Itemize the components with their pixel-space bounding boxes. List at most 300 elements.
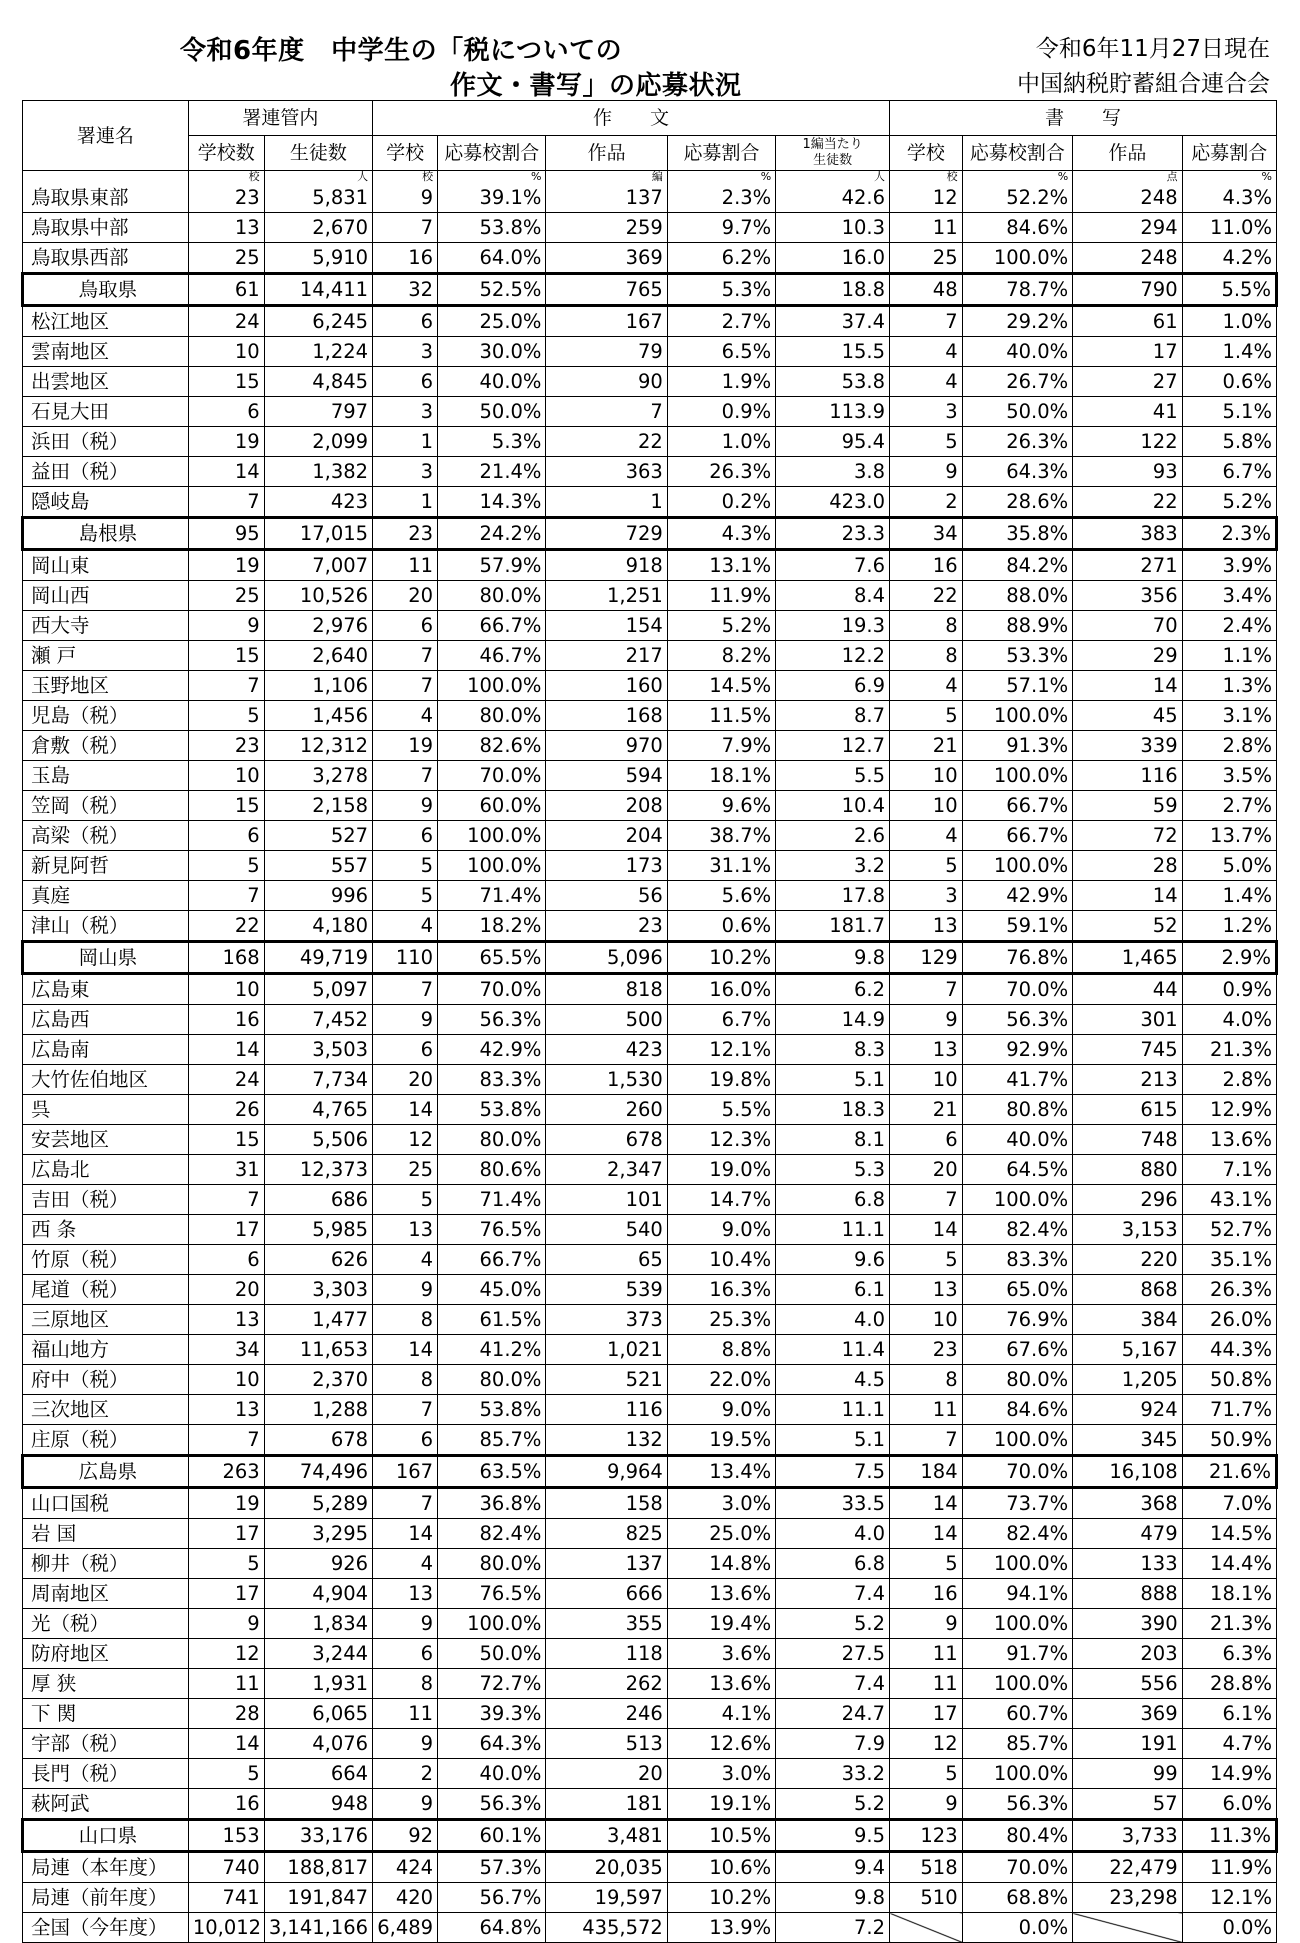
cal-schools-cell: 5 [890, 851, 963, 881]
students-cell: 49,719 [264, 942, 372, 974]
cal-school-rate-cell: 42.9% [962, 881, 1073, 911]
essay-works-cell: 970 [546, 731, 667, 761]
essay-works-cell: 154 [546, 611, 667, 641]
cal-school-rate-cell: 100.0% [962, 701, 1073, 731]
essay-entry-rate-cell: 0.6% [667, 911, 775, 942]
office-name-cell: 岡山県 [23, 942, 189, 974]
essay-entry-rate-cell: 13.6% [667, 1669, 775, 1699]
essay-schools-cell: 1 [373, 487, 438, 518]
office-name-cell: 児島（税） [23, 701, 189, 731]
cal-works-cell: 52 [1073, 911, 1182, 942]
schools-cell: 9 [188, 611, 264, 641]
cal-schools-cell: 14 [890, 1488, 963, 1519]
essay-entry-rate-cell: 38.7% [667, 821, 775, 851]
cal-entry-rate-cell: 18.1% [1182, 1579, 1276, 1609]
students-per-work-cell: 8.4 [776, 581, 890, 611]
schools-cell: 31 [188, 1155, 264, 1185]
cal-entry-rate-cell: 1.4% [1182, 881, 1276, 911]
essay-entry-rate-cell: 2.7% [667, 306, 775, 337]
essay-entry-rate-cell: 19.5% [667, 1425, 775, 1456]
essay-schools-cell: 9 [373, 183, 438, 213]
cal-works-cell: 27 [1073, 367, 1182, 397]
cal-works-cell: 790 [1073, 274, 1182, 306]
cal-school-rate-cell: 65.0% [962, 1275, 1073, 1305]
essay-schools-cell: 6 [373, 611, 438, 641]
cal-entry-rate-cell: 6.0% [1182, 1789, 1276, 1820]
students-cell: 1,834 [264, 1609, 372, 1639]
students-cell: 4,904 [264, 1579, 372, 1609]
essay-works-cell: 9,964 [546, 1456, 667, 1488]
cal-entry-rate-cell: 26.0% [1182, 1305, 1276, 1335]
office-name-cell: 隠岐島 [23, 487, 189, 518]
students-cell: 926 [264, 1549, 372, 1579]
cal-school-rate-cell: 35.8% [962, 518, 1073, 550]
essay-school-rate-cell: 70.0% [438, 974, 546, 1005]
table-row [23, 1035, 1277, 1065]
essay-school-rate-cell: 40.0% [438, 367, 546, 397]
cal-works-cell: 301 [1073, 1005, 1182, 1035]
essay-schools-cell: 11 [373, 1699, 438, 1729]
cal-entry-rate-cell: 5.2% [1182, 487, 1276, 518]
essay-works-cell: 56 [546, 881, 667, 911]
cal-entry-rate-cell: 1.1% [1182, 641, 1276, 671]
students-cell: 6,245 [264, 306, 372, 337]
students-cell: 1,456 [264, 701, 372, 731]
cal-entry-rate-cell: 6.7% [1182, 457, 1276, 487]
cal-school-rate-cell: 66.7% [962, 821, 1073, 851]
cal-entry-rate-cell: 11.0% [1182, 213, 1276, 243]
table-row [23, 641, 1277, 671]
essay-entry-rate-cell: 8.8% [667, 1335, 775, 1365]
essay-school-rate-cell: 56.7% [438, 1883, 546, 1913]
cal-school-rate-cell: 88.9% [962, 611, 1073, 641]
essay-school-rate-cell: 63.5% [438, 1456, 546, 1488]
cal-works-cell: 1,205 [1073, 1365, 1182, 1395]
cal-school-rate-cell: 76.9% [962, 1305, 1073, 1335]
table-row [23, 1639, 1277, 1669]
cal-works-cell: 384 [1073, 1305, 1182, 1335]
schools-cell: 10 [188, 761, 264, 791]
essay-schools-cell: 7 [373, 761, 438, 791]
essay-schools-cell: 1 [373, 427, 438, 457]
schools-cell: 6 [188, 397, 264, 427]
essay-works-cell: 208 [546, 791, 667, 821]
table-row [23, 911, 1277, 942]
schools-cell: 25 [188, 581, 264, 611]
essay-works-cell: 160 [546, 671, 667, 701]
students-per-work-cell: 7.5 [776, 1456, 890, 1488]
cal-works-cell: 888 [1073, 1579, 1182, 1609]
cal-school-rate-cell: 94.1% [962, 1579, 1073, 1609]
essay-school-rate-cell: 41.2% [438, 1335, 546, 1365]
office-name-cell: 鳥取県中部 [23, 213, 189, 243]
essay-school-rate-cell: 53.8% [438, 1095, 546, 1125]
cal-works-cell [1073, 1913, 1182, 1943]
cal-school-rate-cell: 80.4% [962, 1820, 1073, 1852]
table-row [23, 550, 1277, 581]
essay-schools-cell: 6 [373, 1035, 438, 1065]
as-of-date: 令和6年11月27日現在 [1035, 36, 1270, 62]
students-cell: 1,931 [264, 1669, 372, 1699]
table-row [23, 1759, 1277, 1789]
cal-schools-cell: 2 [890, 487, 963, 518]
students-per-work-cell: 2.6 [776, 821, 890, 851]
essay-school-rate-cell: 80.6% [438, 1155, 546, 1185]
cal-works-cell: 345 [1073, 1425, 1182, 1456]
table-row [23, 1789, 1277, 1820]
cal-schools-cell: 14 [890, 1215, 963, 1245]
essay-school-rate-cell: 60.1% [438, 1820, 546, 1852]
students-cell: 664 [264, 1759, 372, 1789]
cal-schools-cell: 12 [890, 1729, 963, 1759]
cal-school-rate-cell: 84.2% [962, 550, 1073, 581]
cal-works-cell: 45 [1073, 701, 1182, 731]
cal-schools-cell: 34 [890, 518, 963, 550]
essay-works-cell: 7 [546, 397, 667, 427]
cal-schools-cell: 14 [890, 1519, 963, 1549]
essay-works-cell: 540 [546, 1215, 667, 1245]
essay-entry-rate-cell: 3.0% [667, 1759, 775, 1789]
cal-works-cell: 14 [1073, 881, 1182, 911]
office-name-cell: 吉田（税） [23, 1185, 189, 1215]
cal-schools-cell: 5 [890, 1245, 963, 1275]
students-per-work-cell: 8.7 [776, 701, 890, 731]
cal-schools-cell [890, 1913, 963, 1943]
essay-works-cell: 825 [546, 1519, 667, 1549]
cal-works-cell: 615 [1073, 1095, 1182, 1125]
cal-school-rate-cell: 78.7% [962, 274, 1073, 306]
office-name-cell: 広島南 [23, 1035, 189, 1065]
cal-works-cell: 22 [1073, 487, 1182, 518]
essay-entry-rate-cell: 14.8% [667, 1549, 775, 1579]
schools-cell: 6 [188, 821, 264, 851]
students-per-work-cell: 11.1 [776, 1395, 890, 1425]
table-row [23, 1579, 1277, 1609]
table-row [23, 761, 1277, 791]
cal-works-cell: 122 [1073, 427, 1182, 457]
essay-entry-rate-cell: 7.9% [667, 731, 775, 761]
essay-entry-rate-cell: 10.2% [667, 942, 775, 974]
cal-school-rate-cell: 56.3% [962, 1789, 1073, 1820]
schools-cell: 7 [188, 1425, 264, 1456]
table-row [23, 731, 1277, 761]
schools-cell: 168 [188, 942, 264, 974]
office-name-cell: 全国（今年度） [23, 1913, 189, 1943]
essay-entry-rate-cell: 5.6% [667, 881, 775, 911]
cal-entry-rate-cell: 5.5% [1182, 274, 1276, 306]
essay-works-cell: 65 [546, 1245, 667, 1275]
table-row [23, 701, 1277, 731]
table-row [23, 183, 1277, 213]
cal-works-cell: 41 [1073, 397, 1182, 427]
office-name-cell: 広島北 [23, 1155, 189, 1185]
students-per-work-cell: 5.1 [776, 1065, 890, 1095]
essay-schools-cell: 4 [373, 911, 438, 942]
cal-schools-cell: 10 [890, 791, 963, 821]
essay-schools-cell: 32 [373, 274, 438, 306]
schools-cell: 34 [188, 1335, 264, 1365]
cal-entry-rate-cell: 2.3% [1182, 518, 1276, 550]
cal-schools-cell: 9 [890, 1005, 963, 1035]
table-row [23, 851, 1277, 881]
students-per-work-cell: 7.6 [776, 550, 890, 581]
students-per-work-cell: 6.8 [776, 1185, 890, 1215]
essay-schools-cell: 12 [373, 1125, 438, 1155]
essay-works-cell: 539 [546, 1275, 667, 1305]
students-per-work-cell: 11.4 [776, 1335, 890, 1365]
cal-entry-rate-cell: 28.8% [1182, 1669, 1276, 1699]
essay-works-cell: 132 [546, 1425, 667, 1456]
cal-entry-rate-cell: 12.9% [1182, 1095, 1276, 1125]
essay-school-rate-cell: 71.4% [438, 881, 546, 911]
essay-schools-cell: 5 [373, 851, 438, 881]
essay-schools-cell: 3 [373, 397, 438, 427]
essay-works-cell: 137 [546, 183, 667, 213]
table-row [23, 367, 1277, 397]
students-per-work-cell: 3.8 [776, 457, 890, 487]
students-cell: 17,015 [264, 518, 372, 550]
essay-entry-rate-cell: 6.5% [667, 337, 775, 367]
schools-cell: 12 [188, 1639, 264, 1669]
cal-schools-cell: 22 [890, 581, 963, 611]
essay-works-cell: 79 [546, 337, 667, 367]
unit-cell: % [438, 171, 546, 184]
cal-school-rate-cell: 88.0% [962, 581, 1073, 611]
table-row [23, 1729, 1277, 1759]
cal-schools-cell: 13 [890, 1035, 963, 1065]
cal-school-rate-cell: 91.3% [962, 731, 1073, 761]
students-per-work-cell: 9.6 [776, 1245, 890, 1275]
cal-school-rate-cell: 83.3% [962, 1245, 1073, 1275]
cal-school-rate-cell: 68.8% [962, 1883, 1073, 1913]
schools-cell: 5 [188, 1549, 264, 1579]
table-row [23, 1005, 1277, 1035]
students-cell: 1,288 [264, 1395, 372, 1425]
schools-cell: 13 [188, 213, 264, 243]
office-name-cell: 府中（税） [23, 1365, 189, 1395]
essay-school-rate-cell: 56.3% [438, 1789, 546, 1820]
students-per-work-cell: 9.5 [776, 1820, 890, 1852]
students-per-work-cell: 19.3 [776, 611, 890, 641]
table-row [23, 671, 1277, 701]
header-students-per-work [776, 136, 890, 171]
essay-school-rate-cell: 100.0% [438, 821, 546, 851]
cal-schools-cell: 13 [890, 911, 963, 942]
cal-schools-cell: 48 [890, 274, 963, 306]
essay-works-cell: 369 [546, 243, 667, 274]
students-cell: 2,158 [264, 791, 372, 821]
essay-entry-rate-cell: 1.0% [667, 427, 775, 457]
cal-entry-rate-cell: 26.3% [1182, 1275, 1276, 1305]
essay-school-rate-cell: 39.1% [438, 183, 546, 213]
cal-entry-rate-cell: 0.9% [1182, 974, 1276, 1005]
cal-school-rate-cell: 60.7% [962, 1699, 1073, 1729]
essay-works-cell: 513 [546, 1729, 667, 1759]
essay-school-rate-cell: 66.7% [438, 611, 546, 641]
students-per-work-cell: 18.3 [776, 1095, 890, 1125]
essay-entry-rate-cell: 22.0% [667, 1365, 775, 1395]
cal-school-rate-cell: 52.2% [962, 183, 1073, 213]
essay-schools-cell: 25 [373, 1155, 438, 1185]
schools-cell: 23 [188, 183, 264, 213]
cal-entry-rate-cell: 6.1% [1182, 1699, 1276, 1729]
table-row [23, 213, 1277, 243]
essay-schools-cell: 9 [373, 1789, 438, 1820]
header-per-work-line2: 生徒数 [813, 153, 853, 168]
essay-works-cell: 423 [546, 1035, 667, 1065]
cal-entry-rate-cell: 2.8% [1182, 731, 1276, 761]
essay-works-cell: 818 [546, 974, 667, 1005]
students-per-work-cell: 15.5 [776, 337, 890, 367]
table-row [23, 581, 1277, 611]
cal-schools-cell: 9 [890, 1789, 963, 1820]
essay-entry-rate-cell: 10.5% [667, 1820, 775, 1852]
header-jurisdiction: 署連管内 [188, 101, 372, 136]
students-per-work-cell: 9.8 [776, 942, 890, 974]
cal-works-cell: 93 [1073, 457, 1182, 487]
essay-works-cell: 118 [546, 1639, 667, 1669]
office-name-cell: 広島東 [23, 974, 189, 1005]
essay-entry-rate-cell: 4.3% [667, 518, 775, 550]
cal-school-rate-cell: 100.0% [962, 1759, 1073, 1789]
cal-works-cell: 44 [1073, 974, 1182, 1005]
students-per-work-cell: 6.1 [776, 1275, 890, 1305]
cal-entry-rate-cell: 0.0% [1182, 1913, 1276, 1943]
essay-school-rate-cell: 64.0% [438, 243, 546, 274]
essay-schools-cell: 9 [373, 1729, 438, 1759]
office-name-cell: 山口県 [23, 1820, 189, 1852]
cal-school-rate-cell: 66.7% [962, 791, 1073, 821]
schools-cell: 24 [188, 1065, 264, 1095]
essay-schools-cell: 20 [373, 581, 438, 611]
schools-cell: 5 [188, 851, 264, 881]
cal-school-rate-cell: 91.7% [962, 1639, 1073, 1669]
students-per-work-cell: 181.7 [776, 911, 890, 942]
table-row [23, 487, 1277, 518]
table-row [23, 1549, 1277, 1579]
schools-cell: 19 [188, 1488, 264, 1519]
students-per-work-cell: 3.2 [776, 851, 890, 881]
essay-school-rate-cell: 25.0% [438, 306, 546, 337]
essay-works-cell: 181 [546, 1789, 667, 1820]
cal-school-rate-cell: 56.3% [962, 1005, 1073, 1035]
cal-school-rate-cell: 100.0% [962, 1669, 1073, 1699]
students-cell: 6,065 [264, 1699, 372, 1729]
essay-schools-cell: 14 [373, 1095, 438, 1125]
cal-entry-rate-cell: 5.8% [1182, 427, 1276, 457]
essay-works-cell: 678 [546, 1125, 667, 1155]
cal-works-cell: 868 [1073, 1275, 1182, 1305]
cal-works-cell: 5,167 [1073, 1335, 1182, 1365]
cal-school-rate-cell: 100.0% [962, 1185, 1073, 1215]
essay-entry-rate-cell: 12.3% [667, 1125, 775, 1155]
cal-schools-cell: 11 [890, 1639, 963, 1669]
cal-entry-rate-cell: 13.6% [1182, 1125, 1276, 1155]
cal-schools-cell: 3 [890, 397, 963, 427]
essay-works-cell: 373 [546, 1305, 667, 1335]
cal-schools-cell: 21 [890, 731, 963, 761]
office-name-cell: 岩 国 [23, 1519, 189, 1549]
students-per-work-cell: 5.2 [776, 1609, 890, 1639]
table-row [23, 881, 1277, 911]
essay-schools-cell: 7 [373, 974, 438, 1005]
essay-works-cell: 918 [546, 550, 667, 581]
cal-entry-rate-cell: 52.7% [1182, 1215, 1276, 1245]
schools-cell: 26 [188, 1095, 264, 1125]
office-name-cell: 柳井（税） [23, 1549, 189, 1579]
table-row [23, 791, 1277, 821]
cal-schools-cell: 23 [890, 1335, 963, 1365]
students-cell: 2,670 [264, 213, 372, 243]
essay-schools-cell: 9 [373, 791, 438, 821]
students-cell: 5,831 [264, 183, 372, 213]
schools-cell: 5 [188, 701, 264, 731]
essay-entry-rate-cell: 0.9% [667, 397, 775, 427]
table-row [23, 1125, 1277, 1155]
students-cell: 996 [264, 881, 372, 911]
students-per-work-cell: 113.9 [776, 397, 890, 427]
students-cell: 626 [264, 1245, 372, 1275]
cal-works-cell: 294 [1073, 213, 1182, 243]
students-per-work-cell: 33.5 [776, 1488, 890, 1519]
essay-school-rate-cell: 18.2% [438, 911, 546, 942]
cal-schools-cell: 9 [890, 457, 963, 487]
office-name-cell: 瀬 戸 [23, 641, 189, 671]
essay-works-cell: 1 [546, 487, 667, 518]
table-row [23, 1699, 1277, 1729]
office-name-cell: 局連（本年度） [23, 1852, 189, 1883]
cal-schools-cell: 25 [890, 243, 963, 274]
students-per-work-cell: 5.5 [776, 761, 890, 791]
essay-entry-rate-cell: 16.3% [667, 1275, 775, 1305]
entry-status-table [21, 100, 1278, 1943]
cal-entry-rate-cell: 50.9% [1182, 1425, 1276, 1456]
essay-entry-rate-cell: 5.5% [667, 1095, 775, 1125]
cal-entry-rate-cell: 3.9% [1182, 550, 1276, 581]
essay-schools-cell: 7 [373, 1395, 438, 1425]
schools-cell: 22 [188, 911, 264, 942]
essay-works-cell: 168 [546, 701, 667, 731]
cal-entry-rate-cell: 5.1% [1182, 397, 1276, 427]
table-row [23, 1395, 1277, 1425]
cal-works-cell: 383 [1073, 518, 1182, 550]
essay-school-rate-cell: 76.5% [438, 1215, 546, 1245]
cal-schools-cell: 7 [890, 1425, 963, 1456]
students-per-work-cell: 18.8 [776, 274, 890, 306]
students-per-work-cell: 6.2 [776, 974, 890, 1005]
cal-entry-rate-cell: 2.7% [1182, 791, 1276, 821]
essay-school-rate-cell: 80.0% [438, 1365, 546, 1395]
essay-entry-rate-cell: 10.4% [667, 1245, 775, 1275]
cal-works-cell: 339 [1073, 731, 1182, 761]
cal-works-cell: 16,108 [1073, 1456, 1182, 1488]
students-cell: 948 [264, 1789, 372, 1820]
students-cell: 5,506 [264, 1125, 372, 1155]
students-per-work-cell: 10.3 [776, 213, 890, 243]
cal-school-rate-cell: 26.7% [962, 367, 1073, 397]
cal-works-cell: 368 [1073, 1488, 1182, 1519]
office-name-cell: 雲南地区 [23, 337, 189, 367]
schools-cell: 16 [188, 1005, 264, 1035]
cal-school-rate-cell: 80.0% [962, 1365, 1073, 1395]
cal-school-rate-cell: 40.0% [962, 1125, 1073, 1155]
office-name-cell: 玉野地区 [23, 671, 189, 701]
schools-cell: 13 [188, 1395, 264, 1425]
essay-school-rate-cell: 14.3% [438, 487, 546, 518]
table-row [23, 1669, 1277, 1699]
students-per-work-cell: 37.4 [776, 306, 890, 337]
header-name: 署連名 [23, 101, 189, 171]
